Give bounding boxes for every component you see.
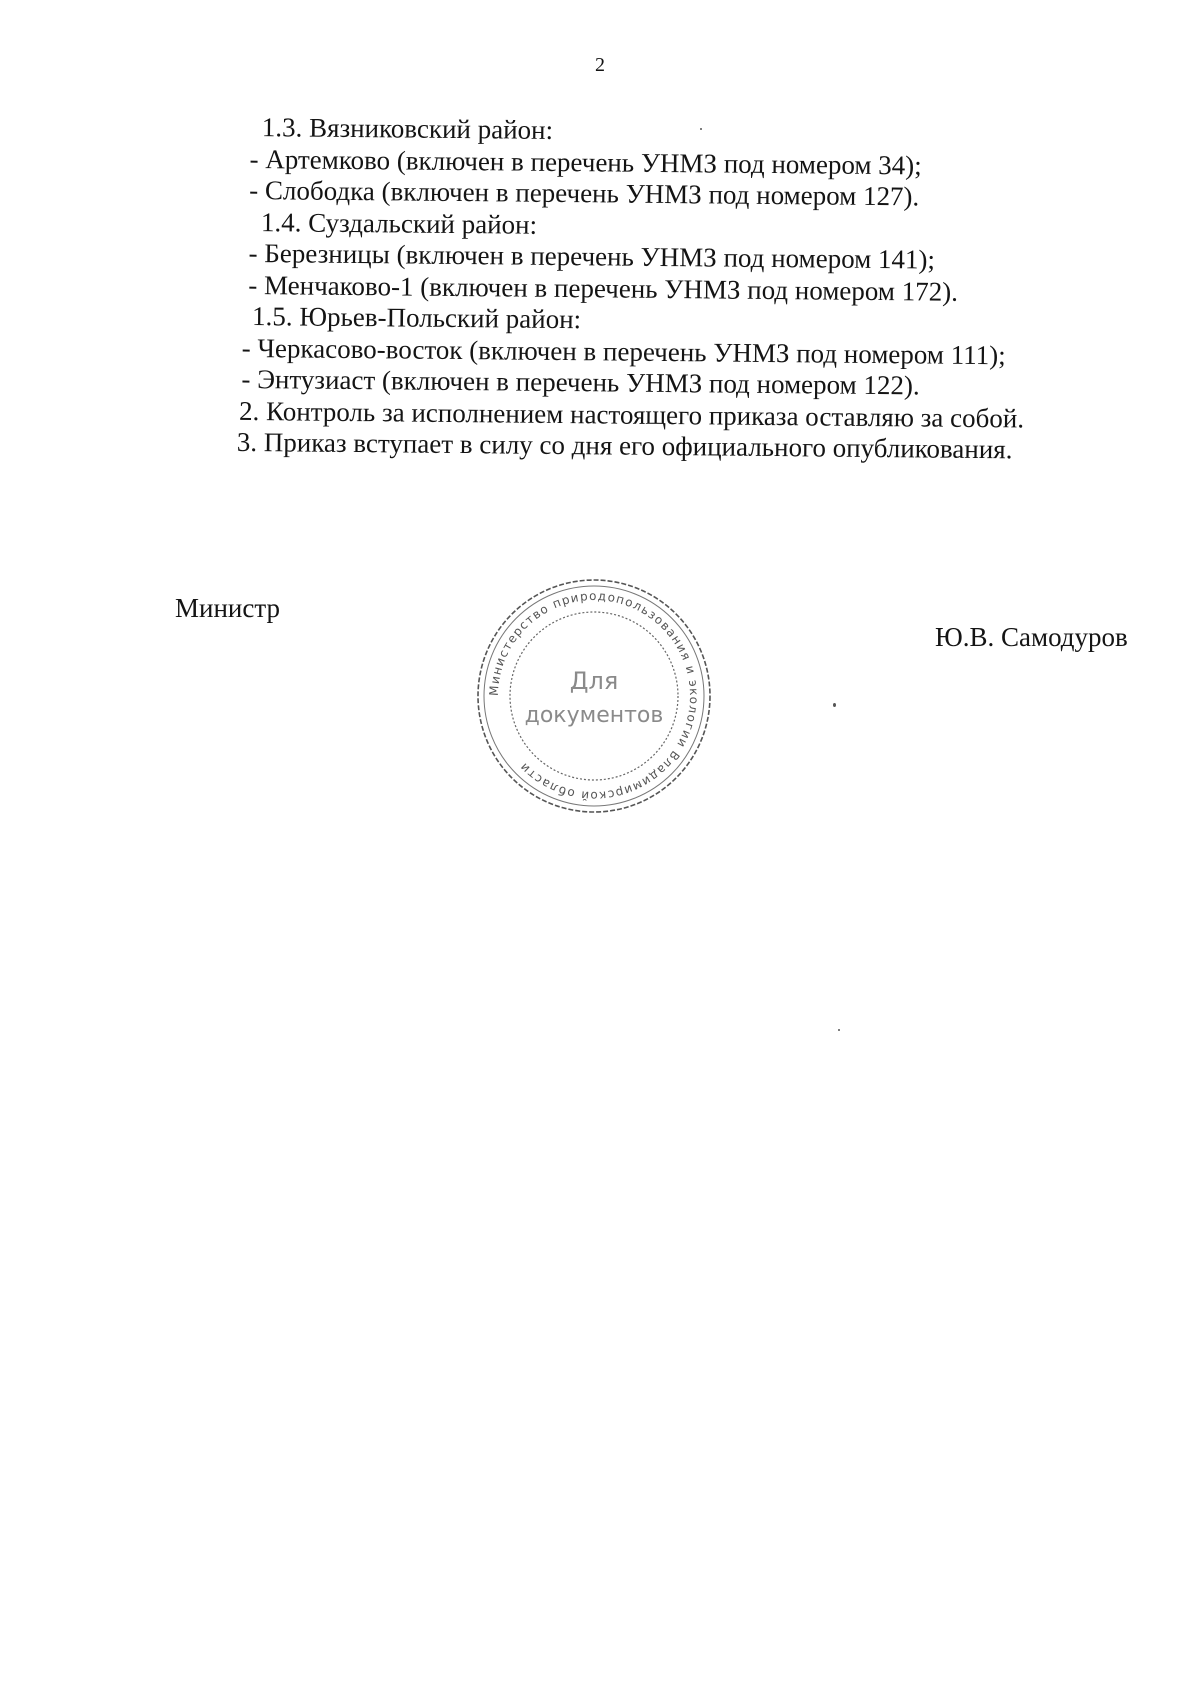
list-item-cherkasovo: - Черкасово-восток (включен в перечень УНМЗ под номером 111); bbox=[241, 332, 1006, 370]
list-item-district-vyaznikovsky: 1.3. Вязниковский район: bbox=[261, 112, 554, 145]
stamp-center-line-1: Для bbox=[569, 667, 619, 695]
official-stamp bbox=[474, 576, 714, 816]
page-number: 2 bbox=[595, 54, 605, 76]
scan-speck bbox=[833, 703, 836, 707]
list-item-artemkovo: - Артемково (включен в перечень УНМЗ под номером 34); bbox=[249, 143, 922, 180]
scan-speck bbox=[838, 1029, 840, 1031]
paragraph-effective-date: 3. Приказ вступает в силу со дня его официального опубликования. bbox=[236, 426, 1013, 465]
stamp-ring-text: Министерство природопользования и экологии Владимирской области bbox=[486, 588, 702, 804]
list-item-district-yuryev-polsky: 1.5. Юрьев-Польский район: bbox=[251, 301, 582, 335]
list-item-bereznitsy: - Березницы (включен в перечень УНМЗ под номером 141); bbox=[248, 237, 936, 275]
svg-text:Министерство природопользовани bbox=[487, 589, 701, 803]
list-item-menchakovo: - Менчаково-1 (включен в перечень УНМЗ под номером 172). bbox=[248, 269, 959, 307]
paragraph-control: 2. Контроль за исполнением настоящего приказа оставляю за собой. bbox=[238, 395, 1025, 433]
signatory-name: Ю.В. Самодуров bbox=[935, 622, 1128, 652]
order-body bbox=[236, 112, 1150, 467]
list-item-slobodka: - Слободка (включен в перечень УНМЗ под номером 127). bbox=[249, 174, 920, 212]
signatory-title: Министр bbox=[175, 593, 280, 623]
stamp-center-line-2: документов bbox=[524, 703, 664, 728]
list-item-district-suzdalsky: 1.4. Суздальский район: bbox=[260, 206, 538, 240]
scan-speck bbox=[700, 128, 702, 130]
list-item-entuziast: - Энтузиаст (включен в перечень УНМЗ под номером 122). bbox=[241, 363, 920, 401]
